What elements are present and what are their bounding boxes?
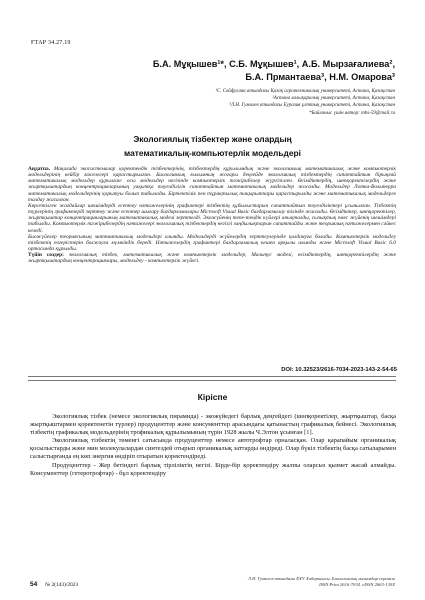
page-number: 54	[30, 581, 38, 588]
author-line-2: Б.А. Прмантаева³, Н.М. Омарова³	[245, 72, 395, 82]
body-paragraph: Продуценттер - Жер бетіндегі барлық тірліліктің негізі. Бірде-бір қоректендіру жалпы оларсыз қызмет жасай алмайды. Консументтер (гетеротрофтар) - бұл қоректендіру	[30, 461, 396, 477]
abstract-paragraph	[28, 166, 396, 203]
body-paragraph: Экологиялық тізбектің төменгі сатысында продуценттер немесе автотрофтар орналасқан. Олар қарапайым органикалық қосылыстарды және мин молекулалардан синтездей отырып органикалық заттарды өндіреді. Олар бүкіл тізбектің басқа сатыларымен салыстырғанда ең көп энергия өндіріп отыратын қоректендіреді.	[30, 437, 396, 461]
author-line-1: Б.А. Мұқышев¹*, С.Б. Мұқышев¹, А.Б. Мырзағалиева²,	[152, 59, 395, 69]
abstract-paragraph-2: Көрсетілген жағдайлар шешімдерді есептеу нәтижелерінің графиктері тізбектің құбылыстарын сипаттайтын тәуелділіктері ұсынылған. Тізбектің түрлерінің графиктерді зерттеу және есептер шығару бағдарламалары Microsoft Visual Basic бағдарламалау тілінде жасалды. Өсімдіктер, шөпқоректілер, жыртқыштар концентрацияларының математикалық моделі зерттелді. Экожүйенің тепе-теңдік күйлері анықталды, сызықтық емес жүйенің шешімдері табылды. Компьютерлік тәжірибелердің нәтижелері экологиялық тізбектердің негізгі заңдылықтарын сипаттайды және теориялық нәтижелермен сәйкес келеді.	[28, 202, 396, 234]
divider-top	[28, 376, 396, 377]
abstract-label: Аңдатпа.	[28, 166, 51, 172]
body-text	[30, 413, 396, 478]
keywords	[28, 252, 396, 264]
journal-issn: ISSN Print 2616-7034. eISSN 2663-130X	[319, 582, 395, 587]
irstee-code: ҒТАР 34.27.19	[31, 40, 71, 46]
author-list	[95, 58, 395, 84]
affiliation-2: ²Астана халықаралық университеті, Астана, Қазақстан	[272, 96, 395, 102]
abstract-text: Мақалада экосистемалар қоректендік тізбектерінің, тізбектердің құрылымдық және экологиялық математикалық және компьютерлік модельдерінің кейбір мәселелері қарастырылған. Биологиялық ғылымның жоғары деңгейде экологиялық тізбектердің сипаттайтын бірыңғай математикалық модельдер құрылған: осы модельдер негізінде компьютерлік тәжірибелер жүргізілген. Өсімдіктердің, шөпқоректілердің және жыртқыштардың концентрацияларының уақытқа тәуелділігін сипаттайтын математикалық модельдер жасалды. Модельдер Лотка-Вольтерра математикалық модельдерінің қорытуы болып табылады. Біртектілік пен тұрақтылық тақырыптары қарастырылды және математикалық модельдерге талдау жасалған.	[28, 166, 396, 203]
title-line-1: Экологиялық тізбектер және олардың	[133, 134, 292, 144]
corresponding-author: *Байланыс үшін автор: mbs-59@mail.ru	[308, 110, 395, 116]
page-footer	[30, 576, 395, 592]
body-paragraph: Экологиялық тізбек (немесе экологиялық пирамида) - экожүйедегі барлық деңгейдегі (шөпқоректілер, жыртқыштар, басқа жыртқыштармен қоректенетін түрлер) продуценттер және консументтер арасындағы қатынастың графикалық бейнесі. Экологиялық тізбектің графикалық модельдерінің трофикалық құрылымының түрін 1928 жылы Ч.Элтон ұсынған [1].	[30, 413, 396, 437]
section-heading: Кіріспе	[197, 392, 228, 402]
affiliation-3: ³Л.Н. Гумилев атындағы Еуразия ұлттық университеті, Астана, Қазақстан	[229, 103, 395, 109]
abstract-paragraph-3: Биожүйелер теориясының математикалық модельдері алынды. Модельдерді жүйелердің зерттеулерінде қолдануға болады. Компьютерлік модельдеу тізбектің өзгерістерін болжауға мүмкіндік береді. Нәтижелердің графиктері бағдарламалық кешен арқылы алынды және Microsoft Visual Basic 6.0 ортасында құрылды.	[28, 233, 396, 253]
doi-link[interactable]: DOI: 10.32523/2616-7034-2023-143-2-54-65	[281, 367, 397, 373]
divider-bottom	[28, 380, 396, 381]
keywords-label: Түйін сөздер:	[28, 252, 64, 259]
keywords-text: экологиялық тізбек, математикалық және компьютерлік модельдер, Мальтус моделі, өсімдіктердің, шөпқоректілердің және жыртқыштардың концентрациялары, модельдеу - компьютерлік жүйесі.	[28, 252, 396, 265]
journal-name: Л.Н. Гумилев атындағы ЕҰУ Хабаршысы. Биологиялық ғылымдар сериясы	[247, 576, 395, 581]
affiliation-1: ¹С. Сейфуллин атындағы Қазақ агротехникалық университеті, Астана, Қазақстан	[215, 89, 395, 94]
journal-info	[248, 576, 395, 588]
title-line-2: математикалық-компьютерлік модельдері	[124, 147, 301, 158]
article-title	[40, 133, 385, 160]
affiliations	[95, 88, 395, 117]
abstract-block	[28, 166, 396, 265]
issue-number: № 2(143)/2023	[45, 582, 79, 588]
